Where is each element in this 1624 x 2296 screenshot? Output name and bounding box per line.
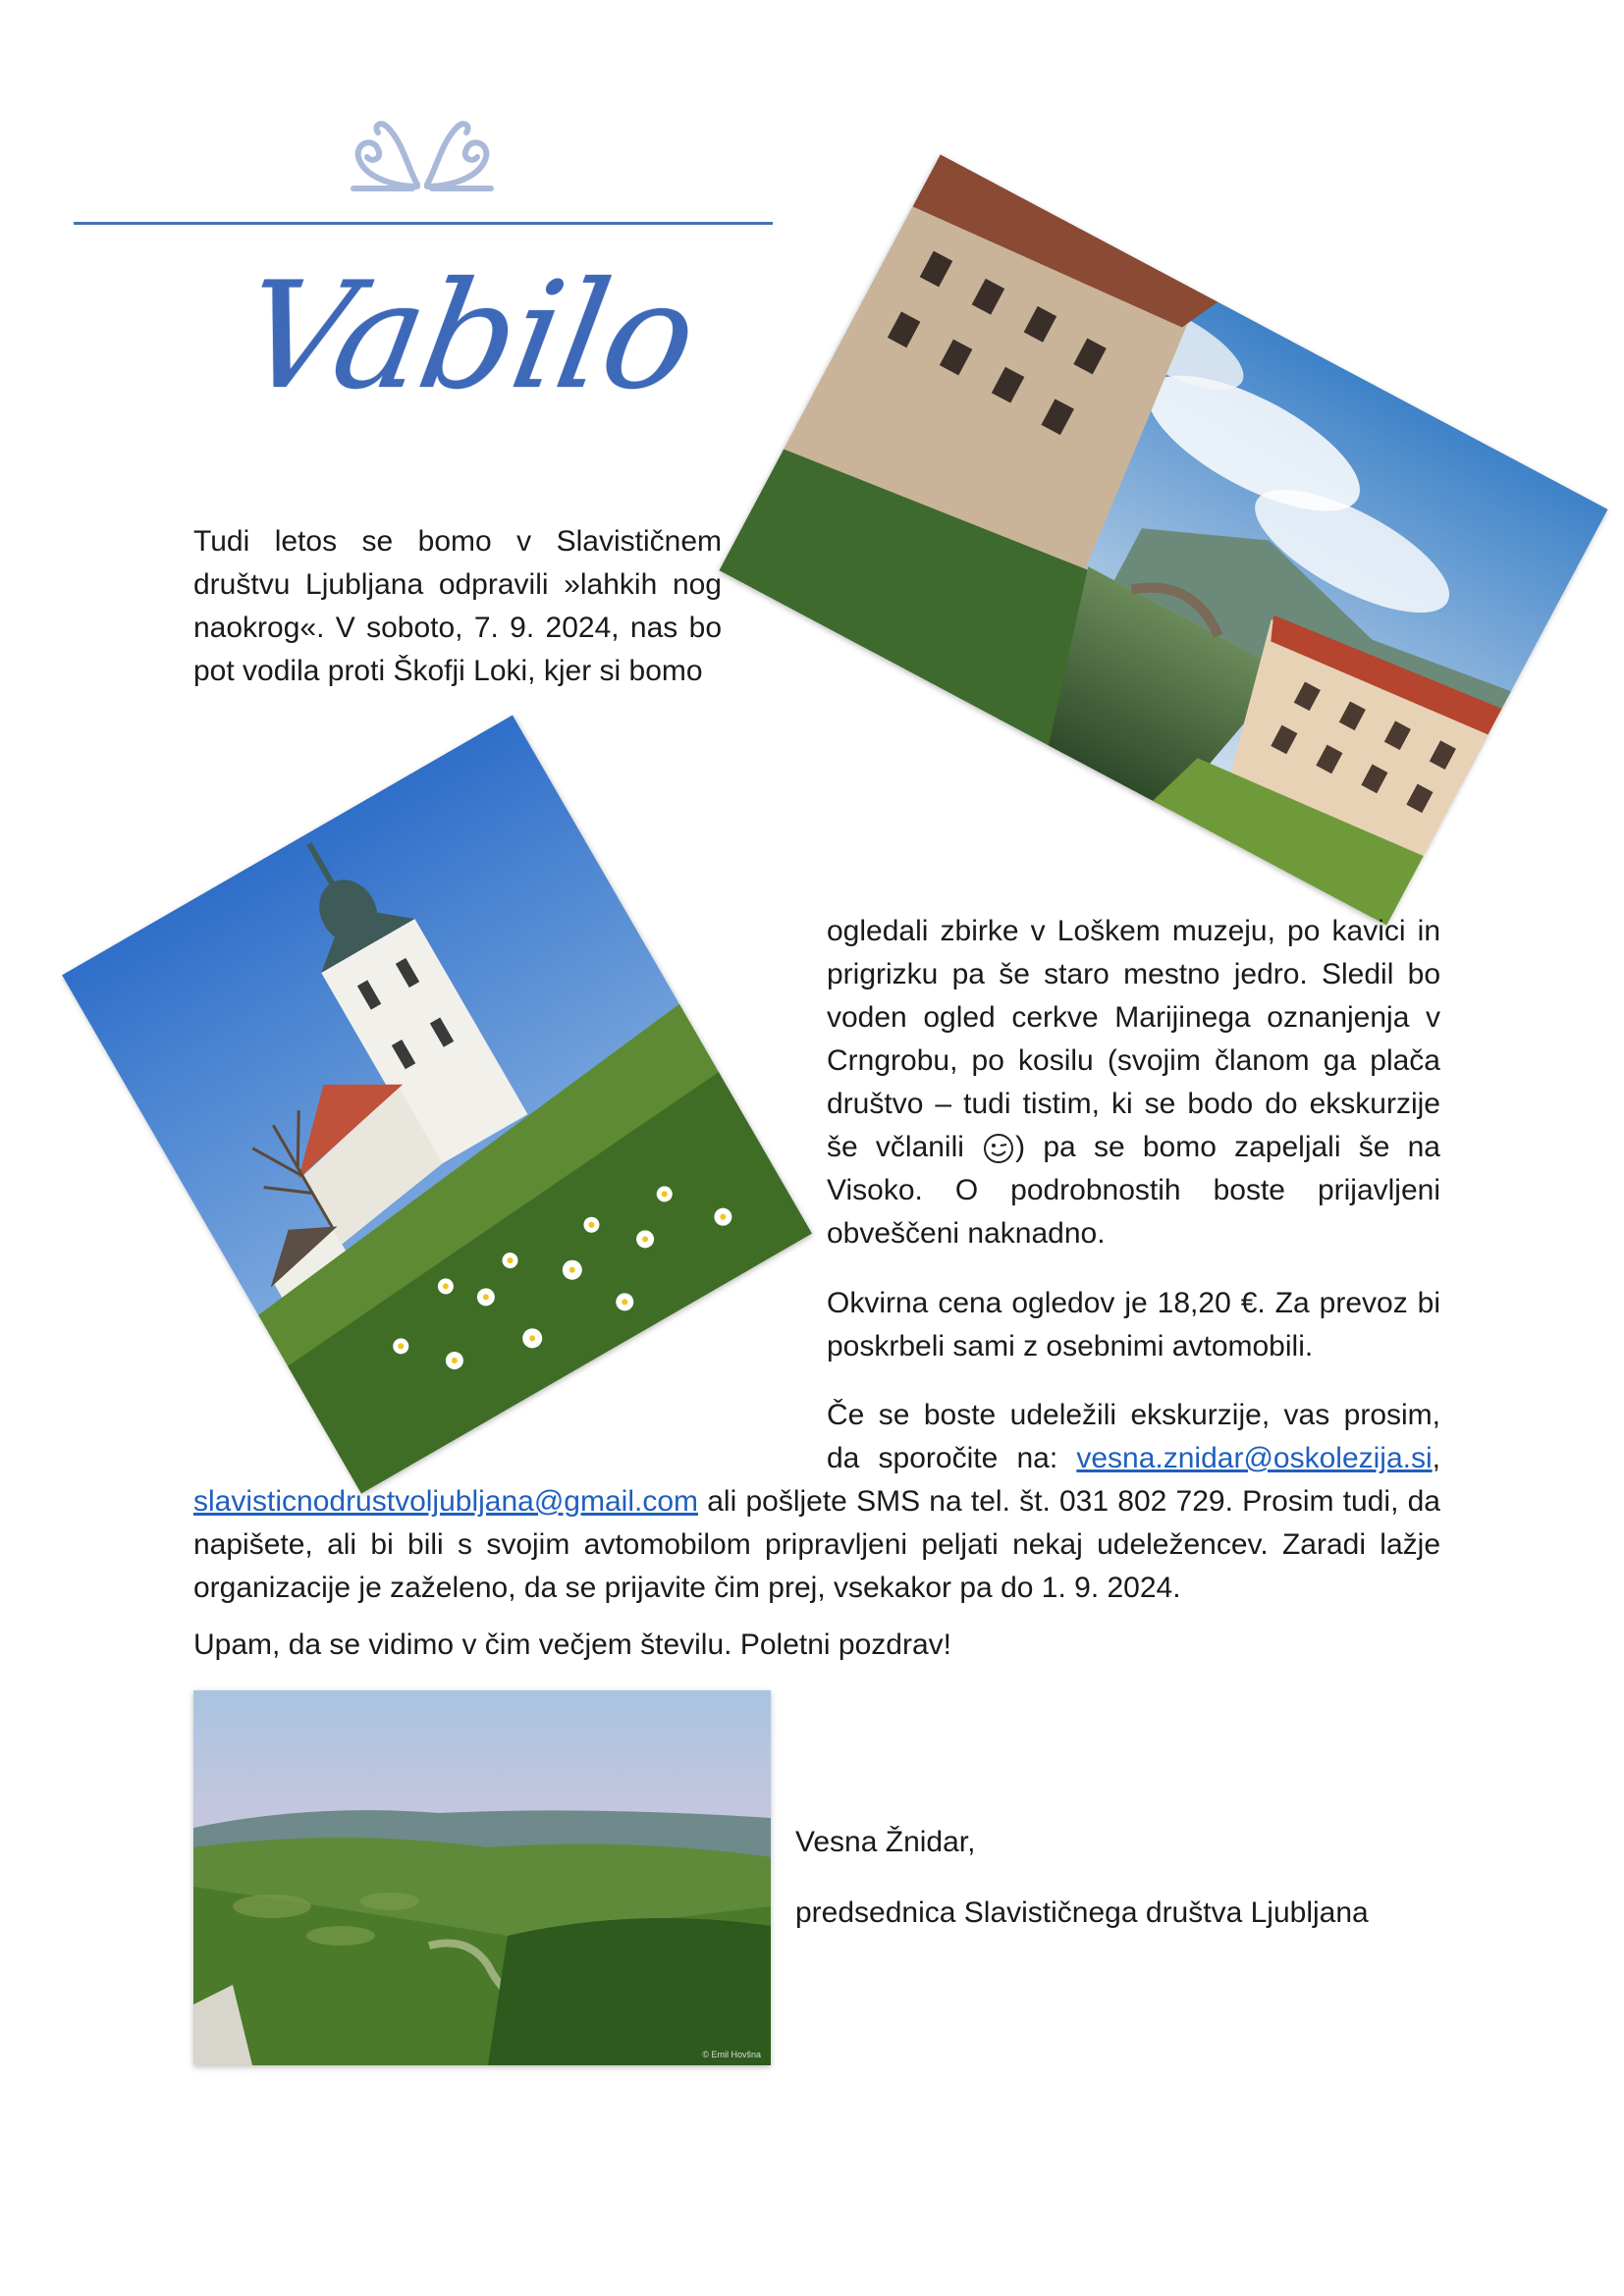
closing-paragraph: Upam, da se vidimo v čim večjem številu. Poletni pozdrav! bbox=[193, 1629, 951, 1661]
contact-paragraph bbox=[193, 1480, 1440, 1610]
email-link-president[interactable]: vesna.znidar@oskolezija.si bbox=[1076, 1442, 1433, 1474]
signature-role: predsednica Slavističnega društva Ljubljana bbox=[795, 1896, 1369, 1929]
river-town-photo bbox=[719, 154, 1607, 925]
email-link-society[interactable]: slavisticnodrustvoljubljana@gmail.com bbox=[193, 1485, 698, 1518]
email-comma: , bbox=[1432, 1442, 1440, 1474]
wink-emoji-icon bbox=[982, 1132, 1015, 1165]
intro-paragraph: Tudi letos se bomo v Slavističnem društvu Ljubljana odpravili »lahkih nog naokrog«. V soboto, 7. 9. 2024, nas bo pot vodila proti Škofji Loki, kjer si bomo bbox=[193, 525, 722, 687]
contact-intro-text: Če se boste udeležili ekskurzije, vas prosim, da sporočite na: bbox=[827, 1399, 1440, 1474]
valley-photo bbox=[193, 1690, 771, 2065]
details-text-end: ) pa se bomo zapeljali še na Visoko. O podrobnostih boste prijavljeni obveščeni naknadno. bbox=[827, 1131, 1440, 1250]
ornament-icon bbox=[334, 98, 511, 196]
page-title: Vabilo bbox=[230, 251, 707, 422]
contact-intro bbox=[827, 1394, 1440, 1480]
photo-credit: © Emil Hovšna bbox=[702, 2050, 761, 2059]
signature-name: Vesna Žnidar, bbox=[795, 1826, 976, 1858]
details-text: ogledali zbirke v Loškem muzeju, po kavici in prigrizku pa še staro mestno jedro. Sledil bo voden ogled cerkve Marijinega oznanjenja v Crngrobu, po kosilu (svojim članom ga plača društvo – tudi tistim, ki se bodo do ekskurzije še včlanili bbox=[827, 915, 1440, 1163]
details-paragraph bbox=[827, 910, 1440, 1255]
price-paragraph: Okvirna cena ogledov je 18,20 €. Za prevoz bi poskrbeli sami z osebnimi avtomobili. bbox=[827, 1287, 1440, 1362]
header-rule bbox=[74, 222, 773, 225]
church-photo bbox=[62, 715, 812, 1493]
contact-text: ali pošljete SMS na tel. št. 031 802 729. Prosim tudi, da napišete, ali bi bili s svojim avtomobilom pripravljeni peljati nekaj udeležencev. Zaradi lažje organizacije je zaželeno, da se prijavite čim prej, vsekakor pa do 1. 9. 2024. bbox=[193, 1485, 1440, 1604]
